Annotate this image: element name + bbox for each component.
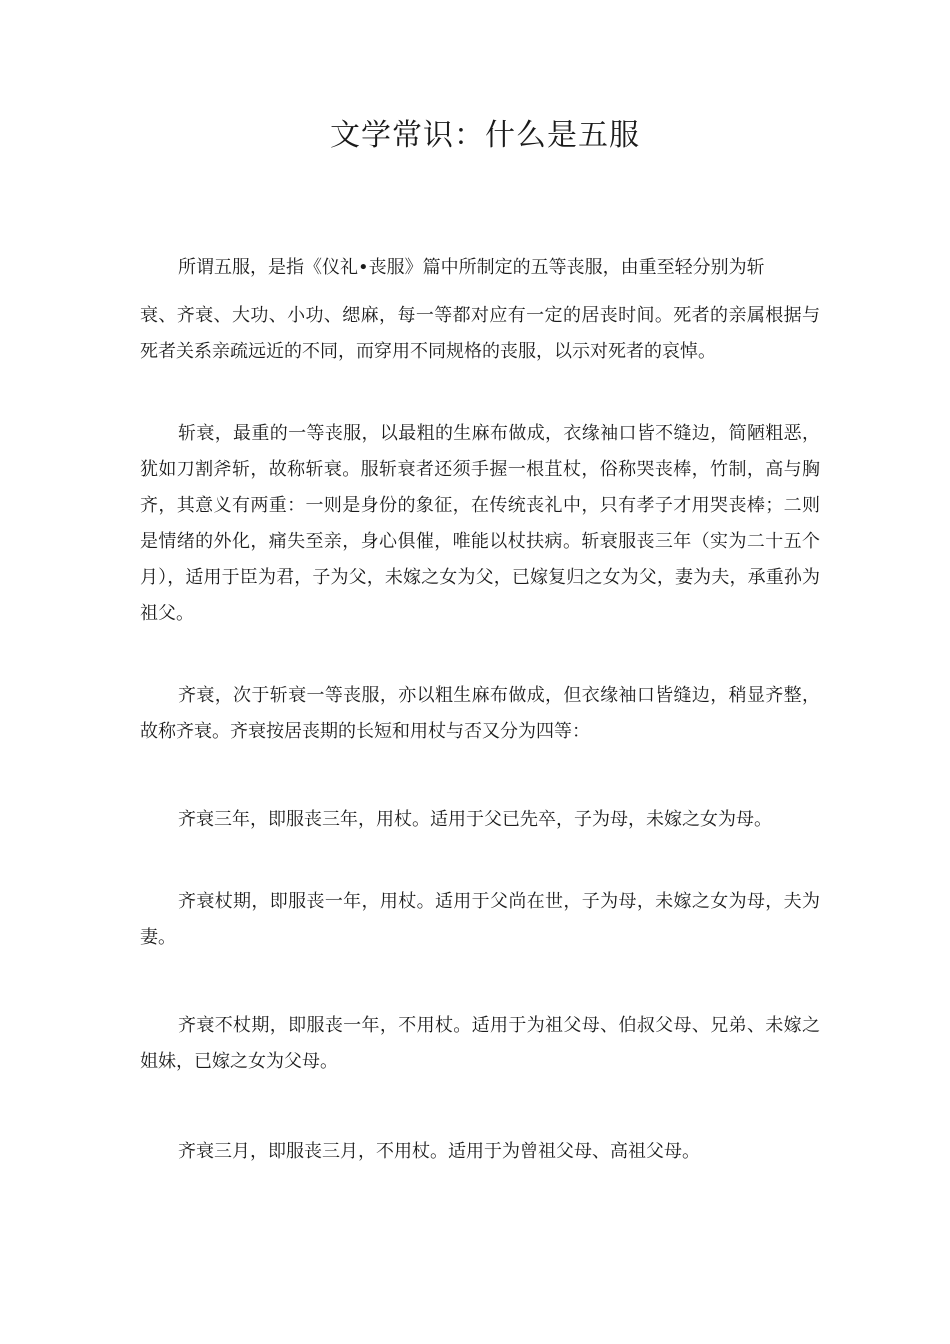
paragraph-line: 所谓五服，是指《仪礼•丧服》篇中所制定的五等丧服，由重至轻分别为斩	[178, 257, 765, 278]
paragraph-zicui-staff-year	[140, 884, 820, 956]
paragraph-line: 齐衰杖期，即服丧一年，用杖。适用于父尚在世，子为母，未嫁之女为母，夫为妻。	[140, 891, 820, 948]
document-title: 文学常识：什么是五服	[330, 118, 640, 153]
paragraph-zicui-three-years	[140, 802, 820, 838]
paragraph-line: 斩衰，最重的一等丧服，以最粗的生麻布做成，衣缘袖口皆不缝边，简陋粗恶，犹如刀割斧斩，故称斩衰。服斩衰者还须手握一根苴杖，俗称哭丧棒，竹制，高与胸齐，其意义有两重：一则是身份的象征，在传统丧礼中，只有孝子才用哭丧棒；二则是情绪的外化，痛失至亲，身心俱催，唯能以杖扶病。斩衰服丧三年（实为二十五个月），适用于臣为君，子为父，未嫁之女为父，已嫁复归之女为父，妻为夫，承重孙为祖父。	[140, 423, 820, 624]
paragraph-line: 衰、齐衰、大功、小功、缌麻，每一等都对应有一定的居丧时间。死者的亲属根据与死者关系亲疏远近的不同，而穿用不同规格的丧服，以示对死者的哀悼。	[140, 305, 820, 362]
paragraph-line: 齐衰不杖期，即服丧一年，不用杖。适用于为祖父母、伯叔父母、兄弟、未嫁之姐妹，已嫁之女为父母。	[140, 1015, 820, 1072]
paragraph-line: 齐衰三月，即服丧三月，不用杖。适用于为曾祖父母、高祖父母。	[178, 1141, 700, 1162]
paragraph-zhancui	[140, 416, 820, 632]
paragraph-zicui	[140, 678, 820, 750]
paragraph-line: 齐衰三年，即服丧三年，用杖。适用于父已先卒，子为母，未嫁之女为母。	[178, 809, 772, 830]
paragraph-line: 齐衰，次于斩衰一等丧服，亦以粗生麻布做成，但衣缘袖口皆缝边，稍显齐整，故称齐衰。齐衰按居丧期的长短和用杖与否又分为四等：	[140, 685, 820, 742]
paragraph-zicui-no-staff-year	[140, 1008, 820, 1080]
paragraph-zicui-three-months	[140, 1134, 820, 1170]
paragraph-intro	[140, 250, 820, 370]
